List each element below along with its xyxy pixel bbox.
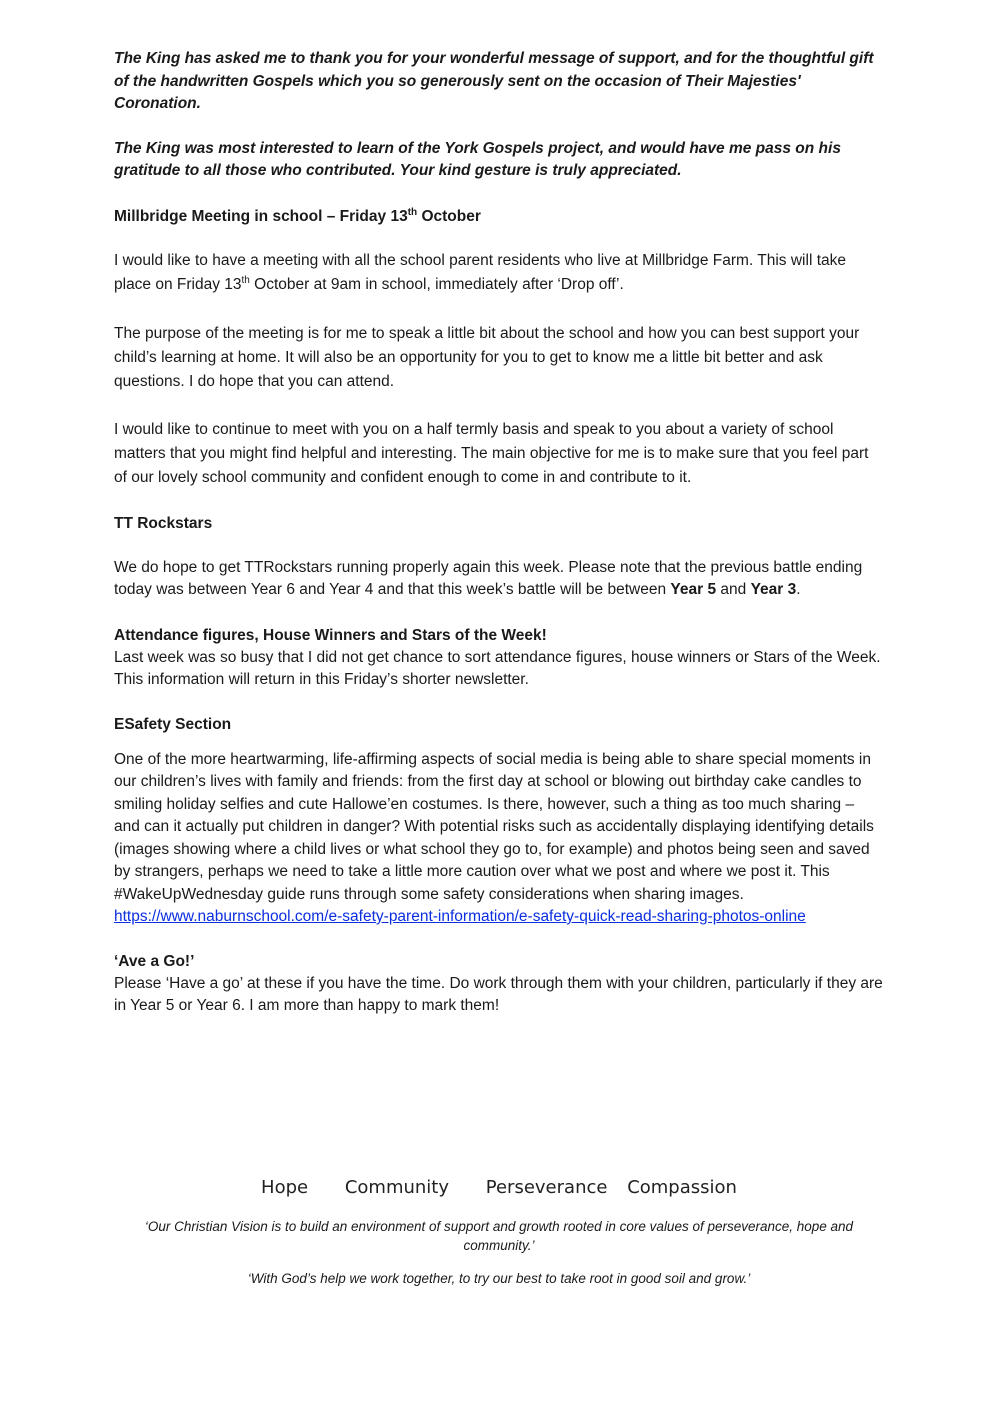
esafety-paragraph: One of the more heartwarming, life-affirming aspects of social media is being able to share special moments in our children’s lives with family and friends: from the first day at school or blowing out birthday cake candles to smiling holiday selfies and cute Hallowe’en costumes. Is there, however, such a thing as too much sharing – and can it actually put children in danger? With potential risks such as accidentally displaying identifying details (images showing where a child lives or what school they go to, for example) and photos being seen and saved by strangers, perhaps we need to take a little more caution over what we post and where we post it. This #WakeUpWednesday guide runs through some safety considerations when sharing images. https://www.naburnschool.com/e-safety-parent-information/e-safety-quick-read-sharing-photos-online (114, 750, 874, 925)
millbridge-paragraph-1: I would like to have a meeting with all the school parent residents who live at Millbridge Farm. This will take place on Friday 13th October at 9am in school, immediately after ‘Drop off’. (114, 251, 846, 293)
millbridge-paragraph-2: The purpose of the meeting is for me to speak a little bit about the school and how you can best support your child’s learning at home. It will also be an opportunity for you to get to know me a little bit better and ask questions. I do hope that you can attend. (114, 324, 860, 390)
school-values (114, 1177, 884, 1198)
king-letter-paragraph-2: The King was most interested to learn of the York Gospels project, and would have me pass on his gratitude to all those who contributed. Your kind gesture is truly appreciated. (114, 139, 841, 179)
value-community: Community (344, 1177, 450, 1198)
ttrockstars-heading: TT Rockstars (114, 514, 213, 532)
value-compassion: Compassion (627, 1177, 737, 1198)
attendance-paragraph: Last week was so busy that I did not get chance to sort attendance figures, house winners or Stars of the Week. This information will return in this Friday’s shorter newsletter. (114, 648, 881, 688)
value-hope: Hope (261, 1177, 309, 1198)
attendance-heading: Attendance figures, House Winners and Stars of the Week! (114, 626, 547, 644)
ave-a-go-paragraph: Please ‘Have a go’ at these if you have the time. Do work through them with your children, particularly if they are in Year 5 or Year 6. I am more than happy to mark them! (114, 974, 883, 1014)
millbridge-heading: Millbridge Meeting in school – Friday 13th October (114, 206, 481, 225)
king-letter-paragraph-1: The King has asked me to thank you for your wonderful message of support, and for the thoughtful gift of the handwritten Gospels which you so generously sent on the occasion of Their Majesties' Coronation. (114, 50, 874, 112)
ave-a-go-heading: ‘Ave a Go!’ (114, 952, 195, 970)
newsletter-page (114, 48, 884, 1018)
esafety-heading: ESafety Section (114, 715, 232, 733)
millbridge-paragraph-3: I would like to continue to meet with you on a half termly basis and speak to you about a variety of school matters that you might find helpful and interesting. The main objective for me is to make sure that you feel part of our lovely school community and confident enough to come in and contribute to it. (114, 420, 869, 486)
value-perseverance: Perseverance (485, 1177, 608, 1198)
esafety-guide-link[interactable]: https://www.naburnschool.com/e-safety-parent-information/e-safety-quick-read-sharing-photos-online (114, 908, 806, 925)
ttrockstars-paragraph: We do hope to get TTRockstars running properly again this week. Please note that the previous battle ending today was between Year 6 and Year 4 and that this week’s battle will be between Year 5 and Year 3. (114, 558, 863, 598)
school-prayer: ‘With God’s help we work together, to try our best to take root in good soil and grow.’ (247, 1271, 751, 1286)
christian-vision: ‘Our Christian Vision is to build an environment of support and growth rooted in core values of perseverance, hope and community.’ (144, 1219, 854, 1253)
